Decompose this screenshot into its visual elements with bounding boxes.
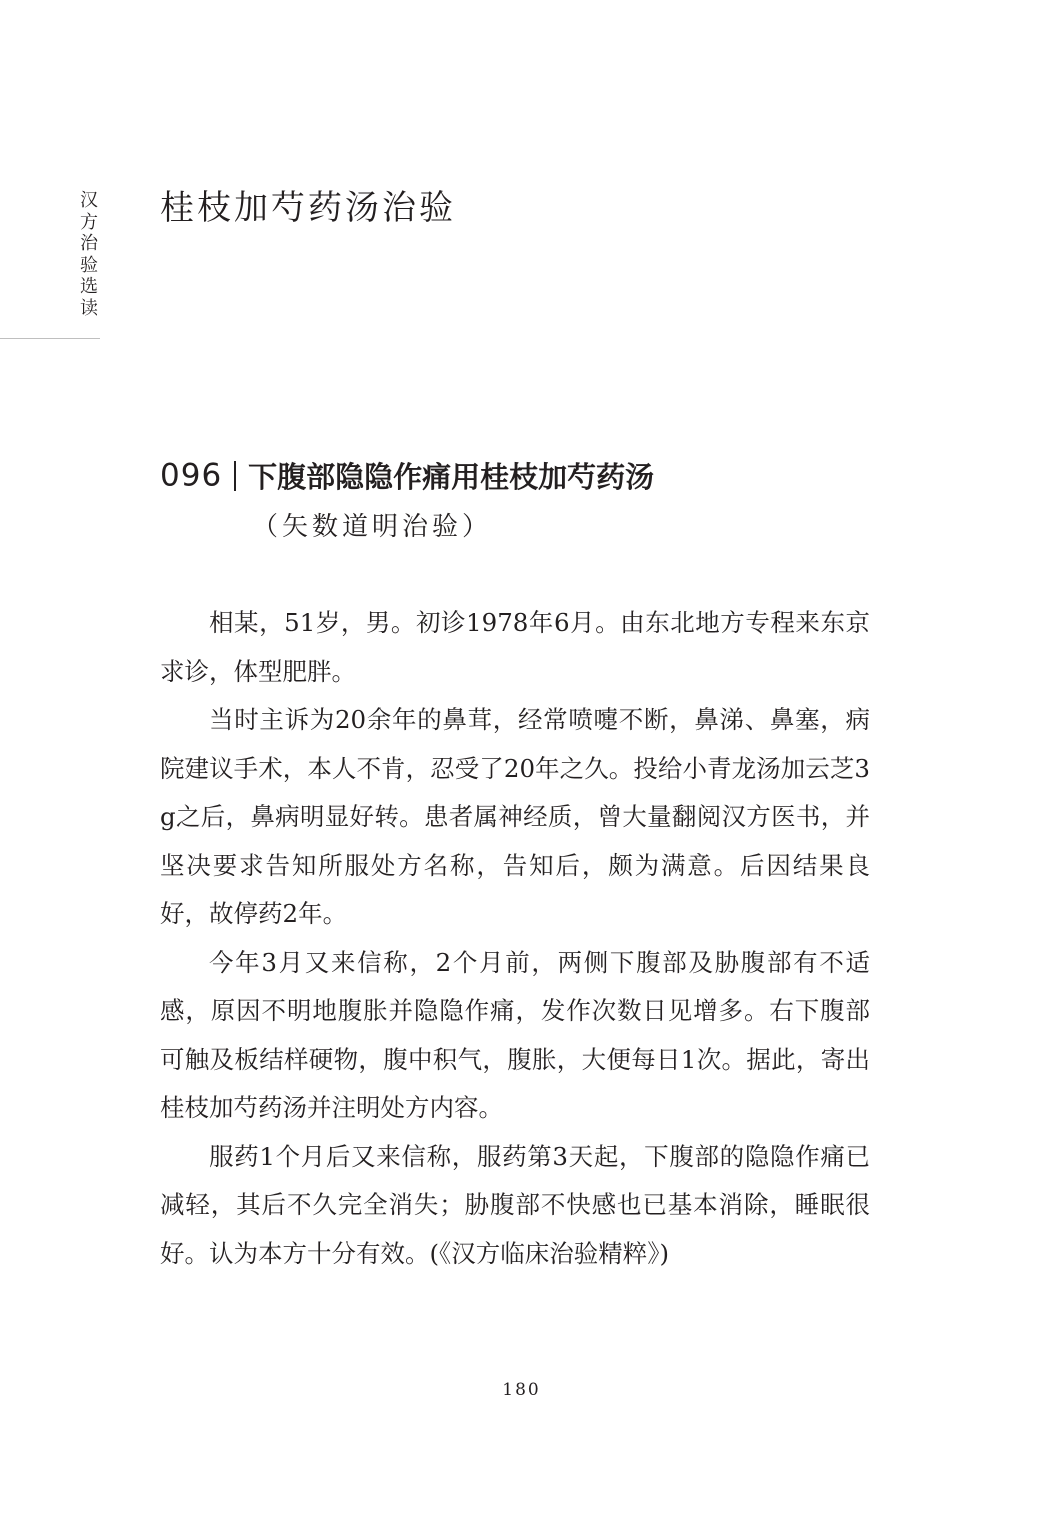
paragraph: 服药1个月后又来信称，服药第3天起，下腹部的隐隐作痛已减轻，其后不久完全消失；胁腹部不快感也已基本消除，睡眠很好。认为本方十分有效。(《汉方临床治验精粹》): [160, 1141, 870, 1268]
paragraph: 相某，51岁，男。初诊1978年6月。由东北地方专程来东京求诊，体型肥胖。: [160, 608, 870, 686]
page-number: 180: [502, 1380, 541, 1400]
section-heading: [160, 455, 654, 496]
running-header-divider: [0, 338, 100, 339]
chapter-title: 桂枝加芍药汤治验: [160, 188, 456, 228]
body-text: [160, 599, 870, 1278]
section-title: 下腹部隐隐作痛用桂枝加芍药汤: [248, 460, 655, 494]
section-separator: [234, 461, 236, 491]
running-header-book-title: 汉方治验选读: [80, 190, 98, 319]
paragraph: 今年3月又来信称，2个月前，两侧下腹部及胁腹部有不适感，原因不明地腹胀并隐隐作痛，发作次数日见增多。右下腹部可触及板结样硬物，腹中积气，腹胀，大便每日1次。据此，寄出桂枝加芍药汤并注明处方内容。: [160, 947, 870, 1122]
section-source: （矢数道明治验）: [252, 512, 493, 542]
section-number: 096: [160, 457, 223, 494]
paragraph: 当时主诉为20余年的鼻茸，经常喷嚏不断，鼻涕、鼻塞，病院建议手术，本人不肯，忍受了20年之久。投给小青龙汤加云芝3g之后，鼻病明显好转。患者属神经质，曾大量翻阅汉方医书，并坚决要求告知所服处方名称，告知后，颇为满意。后因结果良好，故停药2年。: [160, 705, 870, 928]
